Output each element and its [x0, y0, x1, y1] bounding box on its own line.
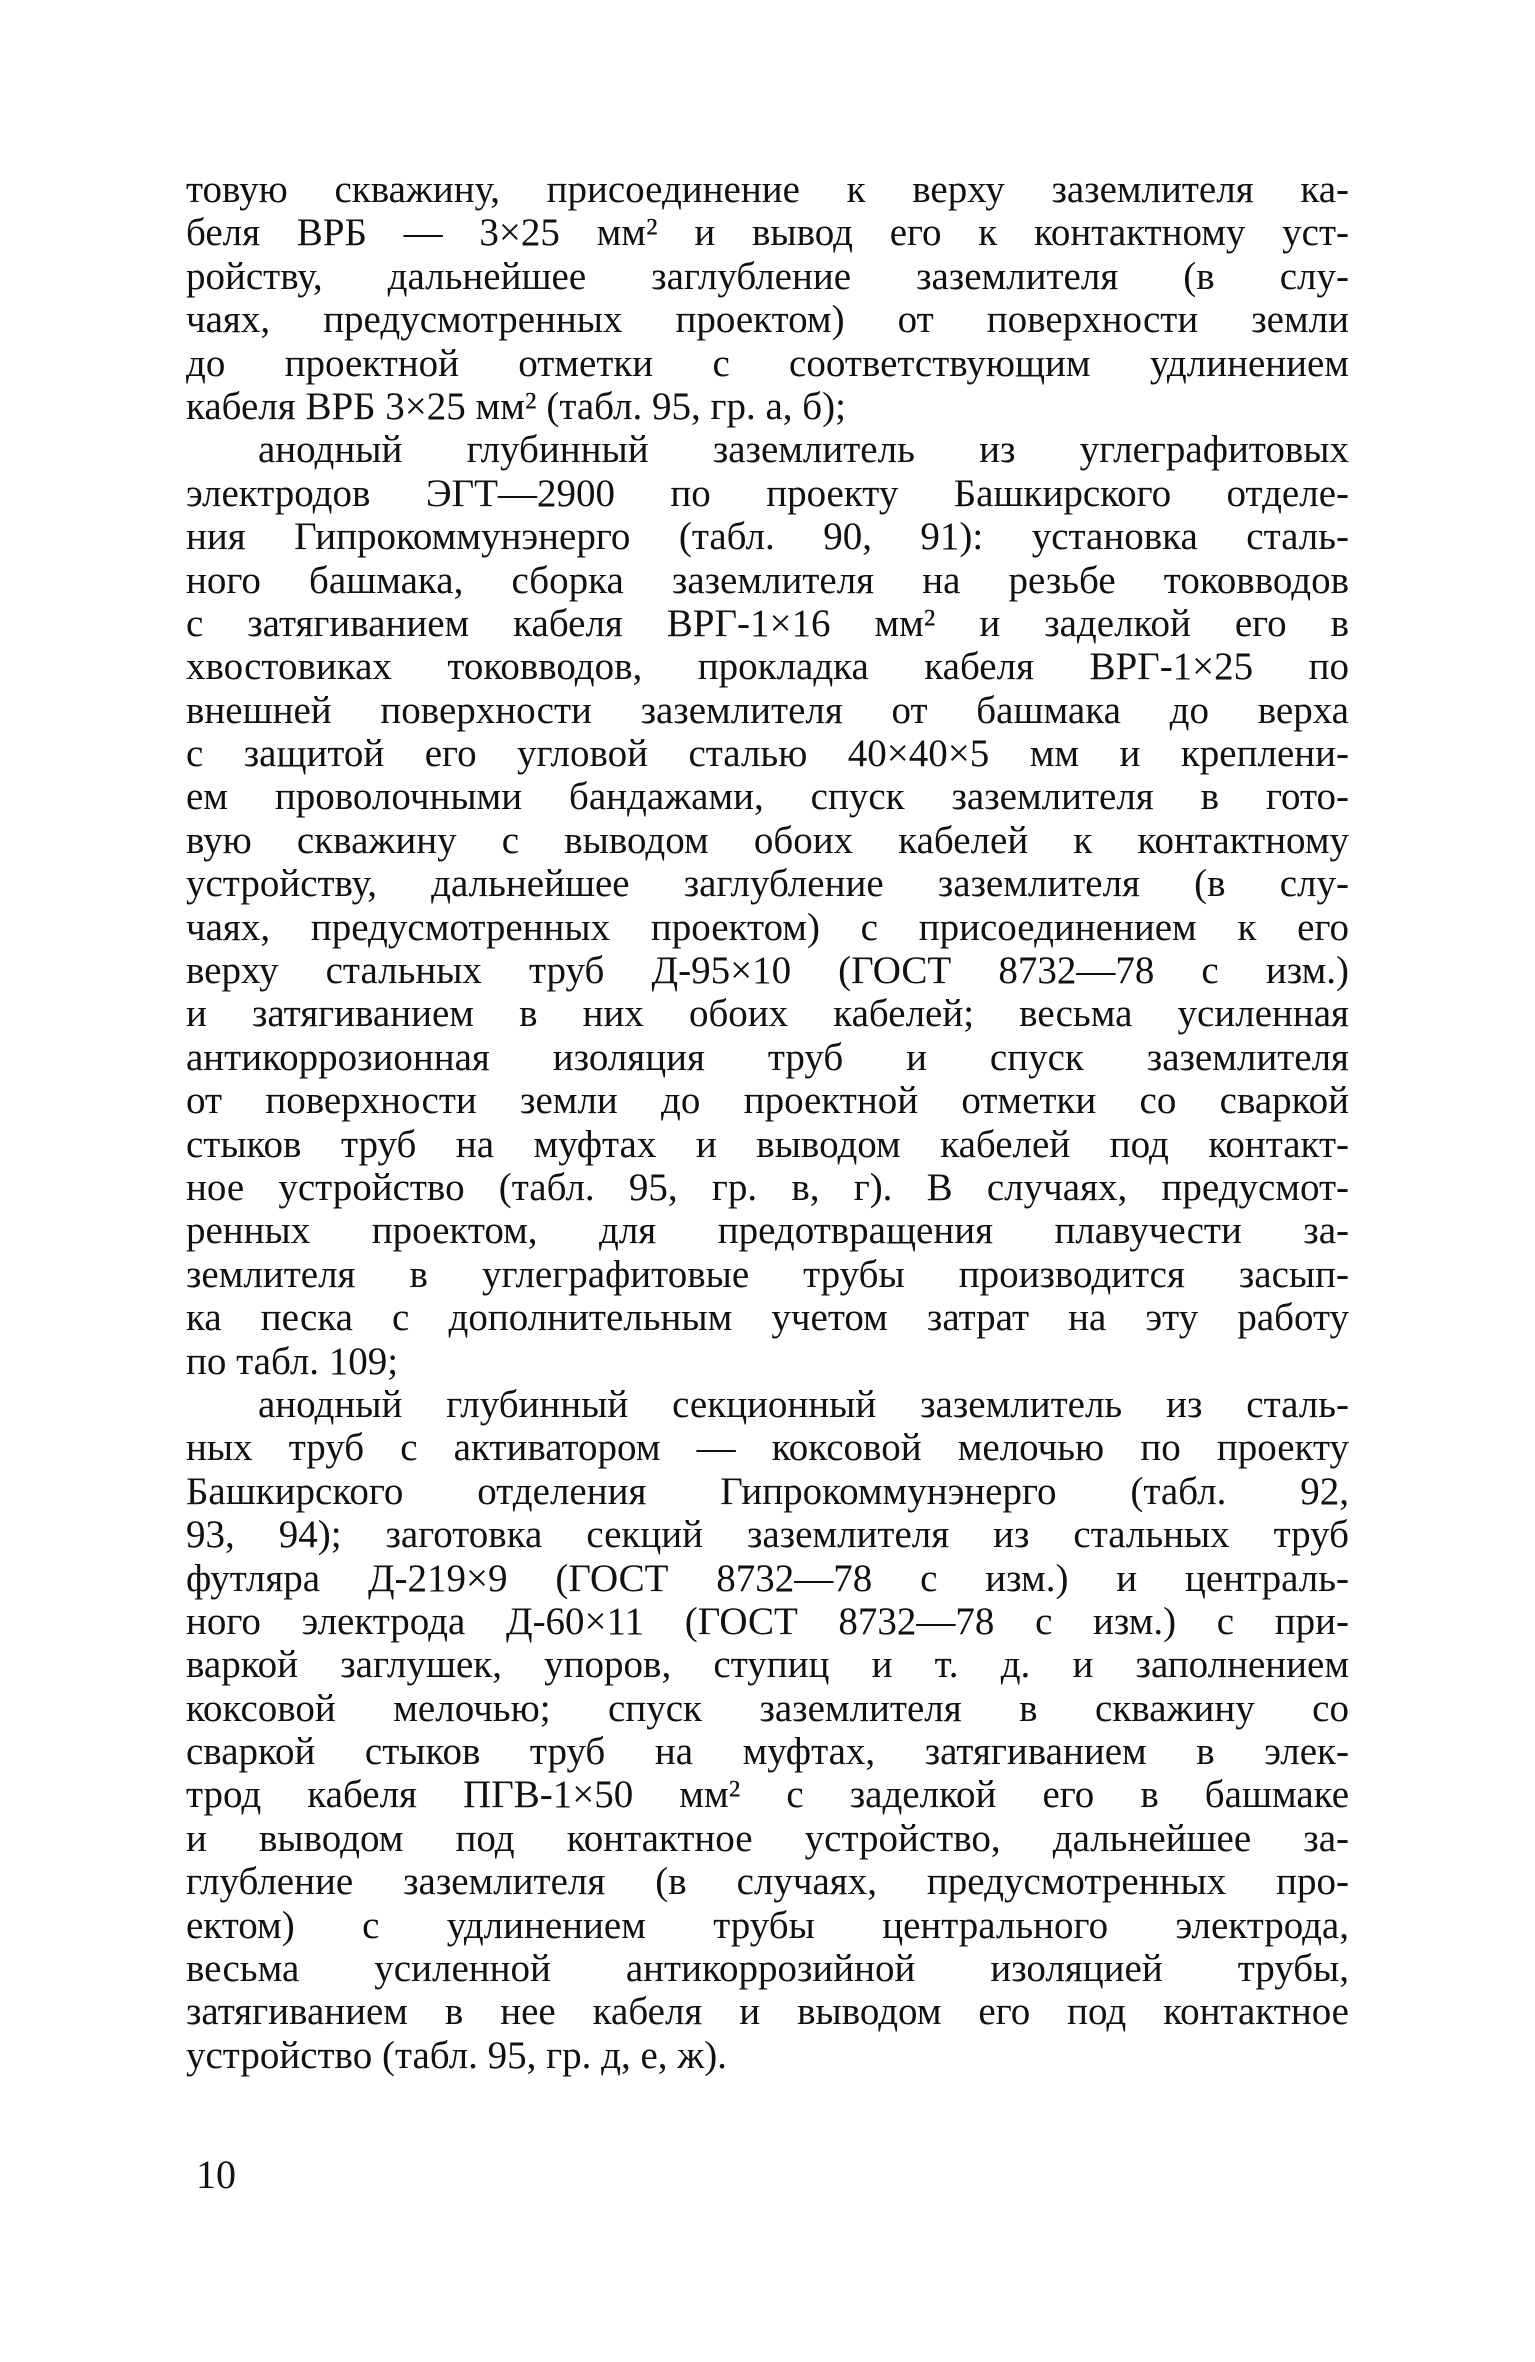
page-body [186, 168, 1349, 2077]
text-line: чаях, предусмотренных проектом) от поверхности земли [186, 298, 1349, 342]
text-line: антикоррозионная изоляция труб и спуск заземлителя [186, 1035, 1349, 1079]
text-line: варкой заглушек, упоров, ступиц и т. д. и заполнением [186, 1643, 1349, 1687]
text-line: устройство (табл. 95, гр. д, е, ж). [186, 2033, 727, 2077]
text-line: чаях, предусмотренных проектом) с присоединением к его [186, 905, 1349, 949]
text-line: по табл. 109; [186, 1339, 399, 1383]
text-line: весьма усиленной антикоррозийной изоляцией трубы, [186, 1947, 1349, 1991]
paragraph-3 [186, 1383, 1349, 2077]
text-line: ектом) с удлинением трубы центрального электрода, [186, 1903, 1349, 1947]
paragraph-1 [186, 168, 1349, 428]
text-line: беля ВРБ — 3×25 мм² и вывод его к контактному уст- [186, 211, 1349, 255]
text-line: ка песка с дополнительным учетом затрат на эту работу [186, 1296, 1349, 1340]
text-line: внешней поверхности заземлителя от башмака до верха [186, 688, 1349, 732]
text-line: ного электрода Д-60×11 (ГОСТ 8732—78 с изм.) с при- [186, 1599, 1349, 1643]
text-line: затягиванием в нее кабеля и выводом его под контактное [186, 1990, 1349, 2034]
text-line: устройству, дальнейшее заглубление заземлителя (в слу- [186, 862, 1349, 906]
text-line: электродов ЭГТ—2900 по проекту Башкирского отделе- [186, 471, 1349, 515]
text-line: кабеля ВРБ 3×25 мм² (табл. 95, гр. а, б); [186, 384, 846, 428]
paragraph-2 [186, 428, 1349, 1383]
text-line: Башкирского отделения Гипрокоммунэнерго (табл. 92, [186, 1469, 1349, 1513]
page-number: 10 [196, 2152, 236, 2197]
text-line: анодный глубинный заземлитель из углеграфитовых [258, 428, 1349, 472]
text-line: анодный глубинный секционный заземлитель из сталь- [258, 1382, 1349, 1426]
text-line: коксовой мелочью; спуск заземлителя в скважину со [186, 1686, 1349, 1730]
text-line: ное устройство (табл. 95, гр. в, г). В случаях, предусмот- [186, 1165, 1349, 1209]
text-line: ренных проектом, для предотвращения плавучести за- [186, 1209, 1349, 1253]
text-line: стыков труб на муфтах и выводом кабелей под контакт- [186, 1122, 1349, 1166]
text-line: верху стальных труб Д-95×10 (ГОСТ 8732—78 с изм.) [186, 949, 1349, 993]
text-line: товую скважину, присоединение к верху заземлителя ка- [186, 168, 1349, 211]
text-line: ройству, дальнейшее заглубление заземлителя (в слу- [186, 254, 1349, 298]
text-line: футляра Д-219×9 (ГОСТ 8732—78 с изм.) и централь- [186, 1556, 1349, 1600]
text-line: до проектной отметки с соответствующим удлинением [186, 341, 1349, 385]
text-line: вую скважину с выводом обоих кабелей к контактному [186, 818, 1349, 862]
text-line: с затягиванием кабеля ВРГ-1×16 мм² и заделкой его в [186, 601, 1349, 645]
text-line: и выводом под контактное устройство, дальнейшее за- [186, 1816, 1349, 1860]
text-line: ем проволочными бандажами, спуск заземлителя в гото- [186, 775, 1349, 819]
text-line: землителя в углеграфитовые трубы производится засып- [186, 1252, 1349, 1296]
text-line: 93, 94); заготовка секций заземлителя из стальных труб [186, 1513, 1349, 1557]
text-line: с защитой его угловой сталью 40×40×5 мм и креплени- [186, 732, 1349, 776]
text-line: трод кабеля ПГВ-1×50 мм² с заделкой его в башмаке [186, 1773, 1349, 1817]
text-line: от поверхности земли до проектной отметки со сваркой [186, 1079, 1349, 1123]
text-line: ного башмака, сборка заземлителя на резьбе токовводов [186, 558, 1349, 602]
text-line: хвостовиках токовводов, прокладка кабеля ВРГ-1×25 по [186, 645, 1349, 689]
text-line: ных труб с активатором — коксовой мелочью по проекту [186, 1426, 1349, 1470]
text-line: и затягиванием в них обоих кабелей; весьма усиленная [186, 992, 1349, 1036]
text-line: ния Гипрокоммунэнерго (табл. 90, 91): установка сталь- [186, 515, 1349, 559]
text-line: сваркой стыков труб на муфтах, затягиванием в элек- [186, 1730, 1349, 1774]
text-line: глубление заземлителя (в случаях, предусмотренных про- [186, 1860, 1349, 1904]
